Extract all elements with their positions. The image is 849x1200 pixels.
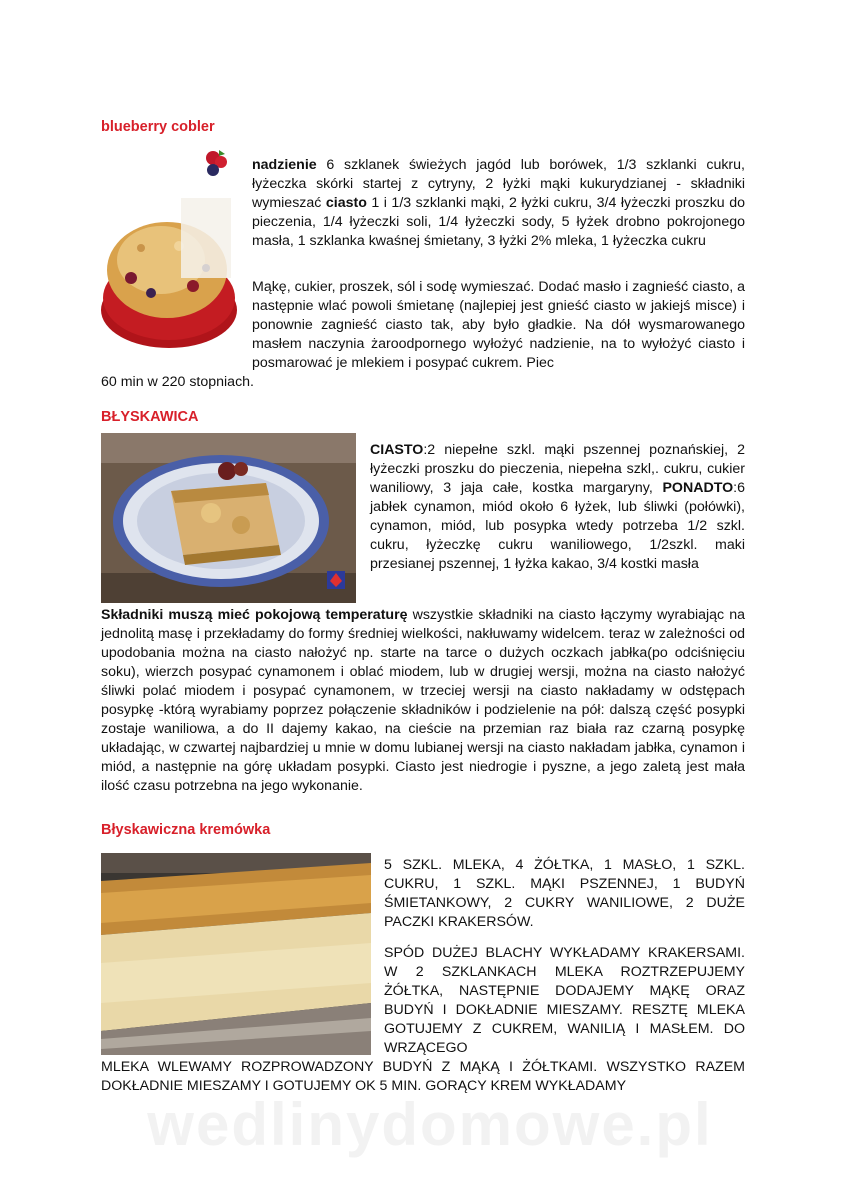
ciasto-caps-text: :2 niepełne szkl. mąki pszennej poznańskiej, 2 łyżeczki proszku do pieczenia, niepełna szkl,. cukru, cukier waniliowy, 3 jaja całe, kostka margaryny,: [370, 442, 745, 496]
recipe-title-blyskawica: BŁYSKAWICA: [101, 409, 199, 425]
blueberry-method-end: [101, 373, 745, 392]
nadzienie-text: 6 szklanek świeżych jagód lub borówek, 1/3 szklanki cukru, łyżeczka skórki startej z cytryny, 2 łyżki mąki kukurydzianej - składniki wymieszać: [252, 157, 745, 211]
nadzienie-label: nadzienie: [252, 157, 317, 173]
recipe-title-kremowka: Błyskawiczna kremówka: [101, 822, 271, 838]
watermark: wedlinydomowe.pl: [147, 1091, 713, 1158]
blyskawica-ingredients: [370, 441, 745, 574]
temperature-note: Składniki muszą mieć pokojową temperaturę: [101, 607, 408, 623]
blueberry-method-full: 60 min w 220 stopniach.: [101, 374, 255, 390]
kremowka-method-full: MLEKA WLEWAMY ROZPROWADZONY BUDYŃ Z MĄKĄ I ŻÓŁTKAMI. WSZYSTKO RAZEM DOKŁADNIE MIESZAMY I GOTUJEMY OK 5 MIN. GORĄCY KREM WYKŁADAMY: [101, 1059, 745, 1094]
ciasto-caps-label: CIASTO: [370, 442, 424, 458]
ciasto-text: 1 i 1/3 szklanki mąki, 2 łyżki cukru, 3/4 łyżeczki proszku do pieczenia, 1/4 łyżeczki soli, 1/4 łyżeczki sody, 5 łyżek drobno pokrojonego masła, 1 szklanka kwaśnej śmietany, 3 łyżki 2% mleka, 1 łyżeczka cukru: [252, 195, 745, 249]
kremowka-photo: [101, 853, 371, 1055]
ponadto-text: :6 jabłek cynamon, miód około 6 łyżek, lub śliwki (połówki), cynamon, miód, lub posypka wtedy potrzeba 1/2 szkl. cukru, łyżeczkę cukru waniliowego, 1/2szkl. maki przesianej pszennej, 1 łyżka kakao, 3/4 kostki masła: [370, 480, 745, 572]
kremowka-ingredients-text: 5 SZKL. MLEKA, 4 ŻÓŁTKA, 1 MASŁO, 1 SZKL. CUKRU, 1 SZKL. MĄKI PSZENNEJ, 1 BUDYŃ ŚMIETANKOWY, 2 CUKRY WANILIOWE, 2 DUŻE PACZKI KRAKERSÓW.: [384, 857, 745, 930]
recipe-title-blueberry: blueberry cobler: [101, 119, 215, 135]
kremowka-ingredients: [384, 856, 745, 932]
blyskawica-method-text: wszystkie składniki na ciasto łączymy wyrabiając na jednolitą masę i przekładamy do formy średniej wielkości, nakłuwamy widelcem. teraz w zależności od upodobania można na ciasto nałożyć np. starte na tarce o dużych oczkach jabłka(po odciśnięciu soku), wierzch posypać cynamonem i oblać miodem, lub w drugiej wersji, można na ciasto nałożyć śliwki polać miodem i posypać cynamonem, w trzeciej wersji na ciasto nakładamy w odstępach posypkę -którą wyrabiamy poprzez połączenie składników i podzielenie na pół: dalszą część posypki zostaje waniliowa, a do II dajemy kakao, na cieście na przemian raz biała raz czarną posypkę układając, w czwartej najbardziej u mnie w domu lubianej wersji na ciasto nakładam jabłka, cynamon i miód, a następnie na górę układam posypki. Ciasto jest niedrogie i pyszne, a jego zaletą jest mała ilość czasu potrzebna na jego wykonanie.: [101, 607, 745, 794]
ciasto-label: ciasto: [325, 195, 367, 211]
blueberry-ingredients: [252, 156, 745, 251]
blyskawica-cake-photo: [101, 433, 356, 603]
kremowka-method: [384, 944, 745, 1058]
kremowka-method-side: SPÓD DUŻEJ BLACHY WYKŁADAMY KRAKERSAMI. W 2 SZKLANKACH MLEKA ROZTRZEPUJEMY ŻÓŁTKA, NASTĘPNIE DODAJEMY MĄKĘ ORAZ BUDYŃ I DOKŁADNIE MIESZAMY. RESZTĘ MLEKA GOTUJEMY Z CUKREM, WANILIĄ I MASŁEM. DO WRZĄCEGO: [384, 945, 745, 1056]
blueberry-cobbler-photo: [101, 148, 238, 349]
blueberry-method: [252, 278, 745, 373]
blyskawica-method: [101, 606, 745, 796]
blueberry-method-side: Mąkę, cukier, proszek, sól i sodę wymieszać. Dodać masło i zagnieść ciasto, a następnie wlać powoli śmietanę (najlepiej jest gnieść ciasto w jakiejś misce) i ponownie zagnieść ciasto tak, aby było gładkie. Na dół wysmarowanego masłem naczynia żaroodpornego wyłożyć nadzienie, na to wyłożyć ciasto i posmarować je mlekiem i posypać cukrem. Piec: [252, 279, 745, 371]
ponadto-label: PONADTO: [662, 480, 734, 496]
